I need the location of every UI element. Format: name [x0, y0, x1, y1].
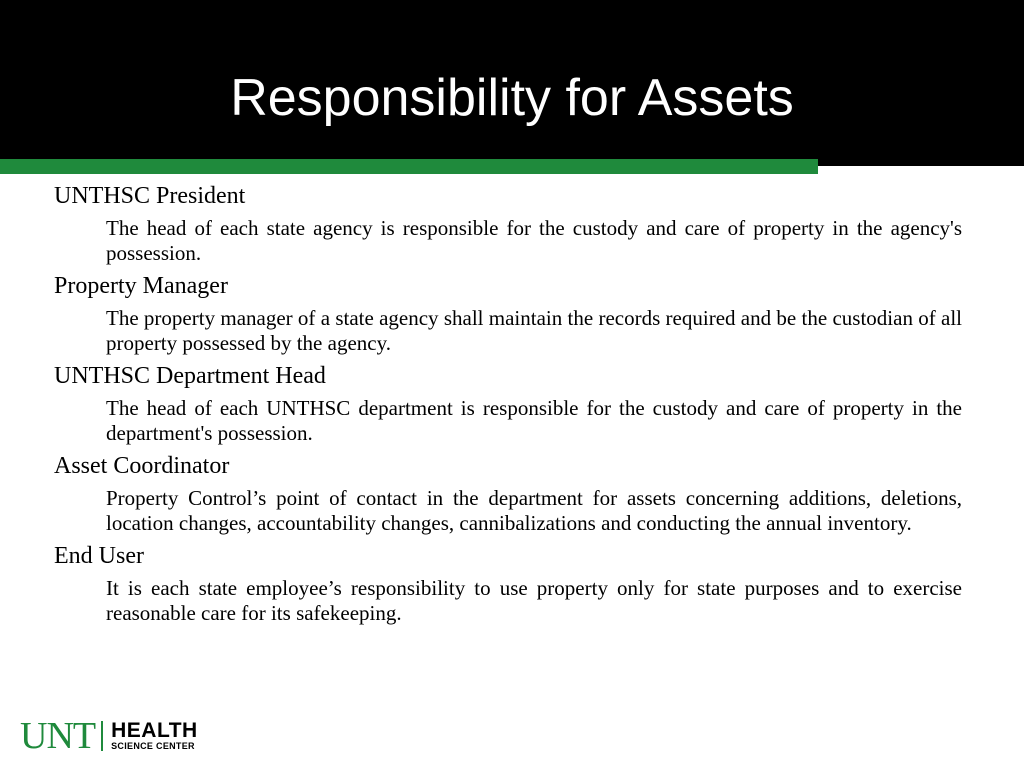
title-header	[0, 0, 1024, 166]
role-description: The head of each state agency is responsible for the custody and care of property in the agency's possession.	[106, 216, 962, 265]
role-heading: UNTHSC Department Head	[54, 363, 326, 389]
slide-content	[54, 180, 962, 630]
role-description: The head of each UNTHSC department is responsible for the custody and care of property in the department's possession.	[106, 396, 962, 445]
role-heading: UNTHSC President	[54, 183, 246, 209]
unt-health-logo	[20, 716, 198, 756]
section-president	[54, 180, 962, 266]
section-end-user	[54, 540, 962, 626]
role-description: Property Control’s point of contact in the department for assets concerning additions, deletions, location changes, accountability changes, cannibalizations and conducting the annual inventory.	[106, 486, 962, 535]
logo-health-text: HEALTH	[111, 718, 198, 742]
slide-title: Responsibility for Assets	[230, 69, 794, 127]
section-property-manager	[54, 270, 962, 356]
section-department-head	[54, 360, 962, 446]
logo-wordmark	[111, 718, 198, 752]
logo-divider	[101, 721, 103, 751]
logo-unt-text: UNT	[20, 715, 96, 757]
role-description: It is each state employee’s responsibility to use property only for state purposes and to exercise reasonable care for its safekeeping.	[106, 576, 962, 625]
role-description: The property manager of a state agency shall maintain the records required and be the custodian of all property possessed by the agency.	[106, 306, 962, 355]
role-heading: Property Manager	[54, 273, 228, 299]
logo-science-center-text: SCIENCE CENTER	[111, 740, 195, 751]
role-heading: End User	[54, 543, 144, 569]
accent-bar	[0, 159, 818, 174]
section-asset-coordinator	[54, 450, 962, 536]
role-heading: Asset Coordinator	[54, 453, 230, 479]
